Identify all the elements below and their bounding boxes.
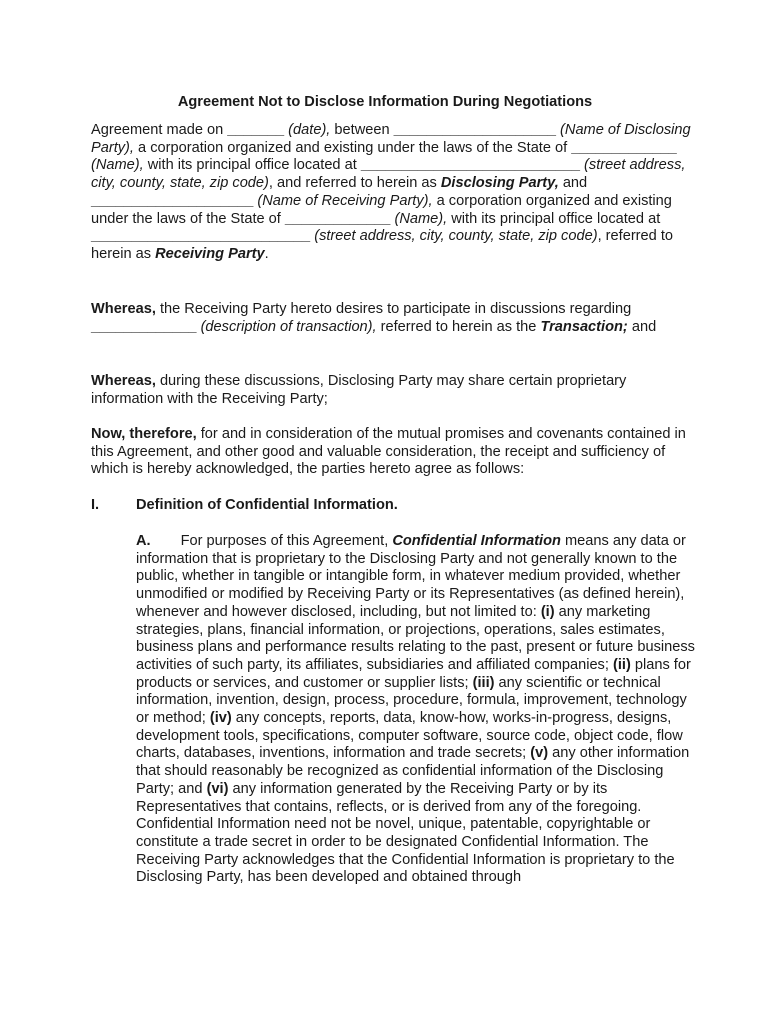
now-therefore-label: Now, therefore,: [91, 426, 197, 442]
roman-numeral: (iv): [209, 710, 232, 727]
text: and: [558, 175, 588, 192]
roman-numeral: (vi): [206, 780, 229, 797]
clause-label: A.: [136, 533, 151, 549]
address-hint: (street address, city, county, state, zip code): [310, 228, 598, 245]
text: plans for products or services, and customer or supplier lists;: [136, 656, 691, 691]
date-blank: _______: [227, 122, 285, 138]
text: .: [264, 245, 269, 262]
text: with its principal office located at: [447, 210, 661, 227]
text: any concepts, reports, data, know-how, works-in-progress, designs, development tools, specifications, computer software, source code, object code, flow charts, databases, inventions, information and trade secrets;: [136, 710, 683, 762]
text: for and in consideration of the mutual promises and covenants contained in this Agreement, and other good and valuable consideration, the receipt and sufficiency of which is hereby acknowledged, the parties hereto agree as follows:: [91, 426, 686, 478]
whereas-label: Whereas,: [91, 301, 156, 317]
text: Agreement made on: [91, 122, 228, 138]
state-blank: _____________: [571, 139, 677, 156]
text: a corporation organized and existing under the laws of the State of: [91, 192, 672, 227]
text: means any data or information that is proprietary to the Disclosing Party and not generally known to the public, whether in tangible or intangible form, in whatever medium provided, whether unmodified or modified by Receiving Party or its Representatives (as defined herein), whenever and however disclosed, including, but not limited to:: [136, 533, 686, 620]
text: , and referred to herein as: [268, 175, 441, 192]
text: any marketing strategies, plans, financial information, or projections, operations, sales estimates, business plans and performance results relating to the past, present or future business activities of such party, its affiliates, subsidiaries and affiliated companies;: [136, 603, 695, 673]
defined-term: Confidential Information: [392, 533, 561, 549]
text: and: [627, 318, 657, 335]
address-blank: ___________________________: [91, 228, 311, 245]
text: referred to herein as the: [376, 318, 541, 335]
text: with its principal office located at: [143, 157, 361, 174]
name-hint: (Name of Receiving Party),: [253, 192, 433, 209]
now-therefore-paragraph: [91, 426, 691, 479]
section-number: I.: [91, 497, 100, 513]
state-hint: (Name),: [91, 157, 144, 174]
text: , referred to herein as: [91, 228, 673, 262]
roman-numeral: (ii): [612, 656, 631, 673]
parties-paragraph: [91, 122, 691, 264]
address-blank: ___________________________: [360, 157, 580, 174]
defined-term: Disclosing Party,: [440, 175, 559, 192]
receiving-party-name-blank: ____________________: [91, 192, 254, 209]
text: any scientific or technical information, invention, design, process, procedure, formula, improvement, technology or method;: [136, 674, 687, 727]
transaction-hint: (description of transaction),: [196, 318, 377, 335]
state-blank: _____________: [284, 210, 391, 227]
date-hint: (date),: [284, 122, 331, 138]
section-title: Definition of Confidential Information.: [136, 497, 398, 513]
document-title: Agreement Not to Disclose Information During Negotiations: [177, 94, 593, 110]
whereas-label: Whereas,: [91, 373, 156, 389]
roman-numeral: (i): [540, 603, 555, 620]
text: any other information that should reasonably be recognized as confidential information of the Disclosing Party; and: [136, 745, 690, 797]
section-heading: [91, 497, 691, 515]
transaction-blank: _____________: [91, 318, 197, 335]
defined-term: Receiving Party: [155, 245, 265, 262]
roman-numeral: (iii): [472, 674, 495, 691]
state-hint: (Name),: [390, 210, 448, 227]
name-hint: (Name of Disclosing Party),: [91, 122, 691, 156]
roman-numeral: (v): [530, 745, 549, 762]
defined-term: Transaction;: [540, 318, 628, 335]
text: a corporation organized and existing under the laws of the State of: [133, 139, 572, 156]
clause-a: [136, 533, 696, 887]
whereas-paragraph-2: [91, 373, 691, 408]
text: the Receiving Party hereto desires to participate in discussions regarding: [155, 301, 632, 317]
text: any information generated by the Receiving Party or by its Representatives that contains, reflects, or is derived from any of the foregoing. Confidential Information need not be novel, unique, patentable, copyrightable or constitute a trade secret in order to be designated Confidential Information. The Receiving Party acknowledges that the Confidential Information is proprietary to the Disclosing Party, has been developed and obtained through: [136, 780, 675, 886]
text: during these discussions, Disclosing Party may share certain proprietary information with the Receiving Party;: [91, 373, 627, 407]
whereas-paragraph-1: [91, 301, 691, 336]
disclosing-party-name-blank: ____________________: [393, 122, 556, 138]
text: between: [330, 122, 394, 138]
address-hint: (street address, city, county, state, zip code): [91, 157, 686, 192]
text: For purposes of this Agreement,: [180, 533, 393, 549]
